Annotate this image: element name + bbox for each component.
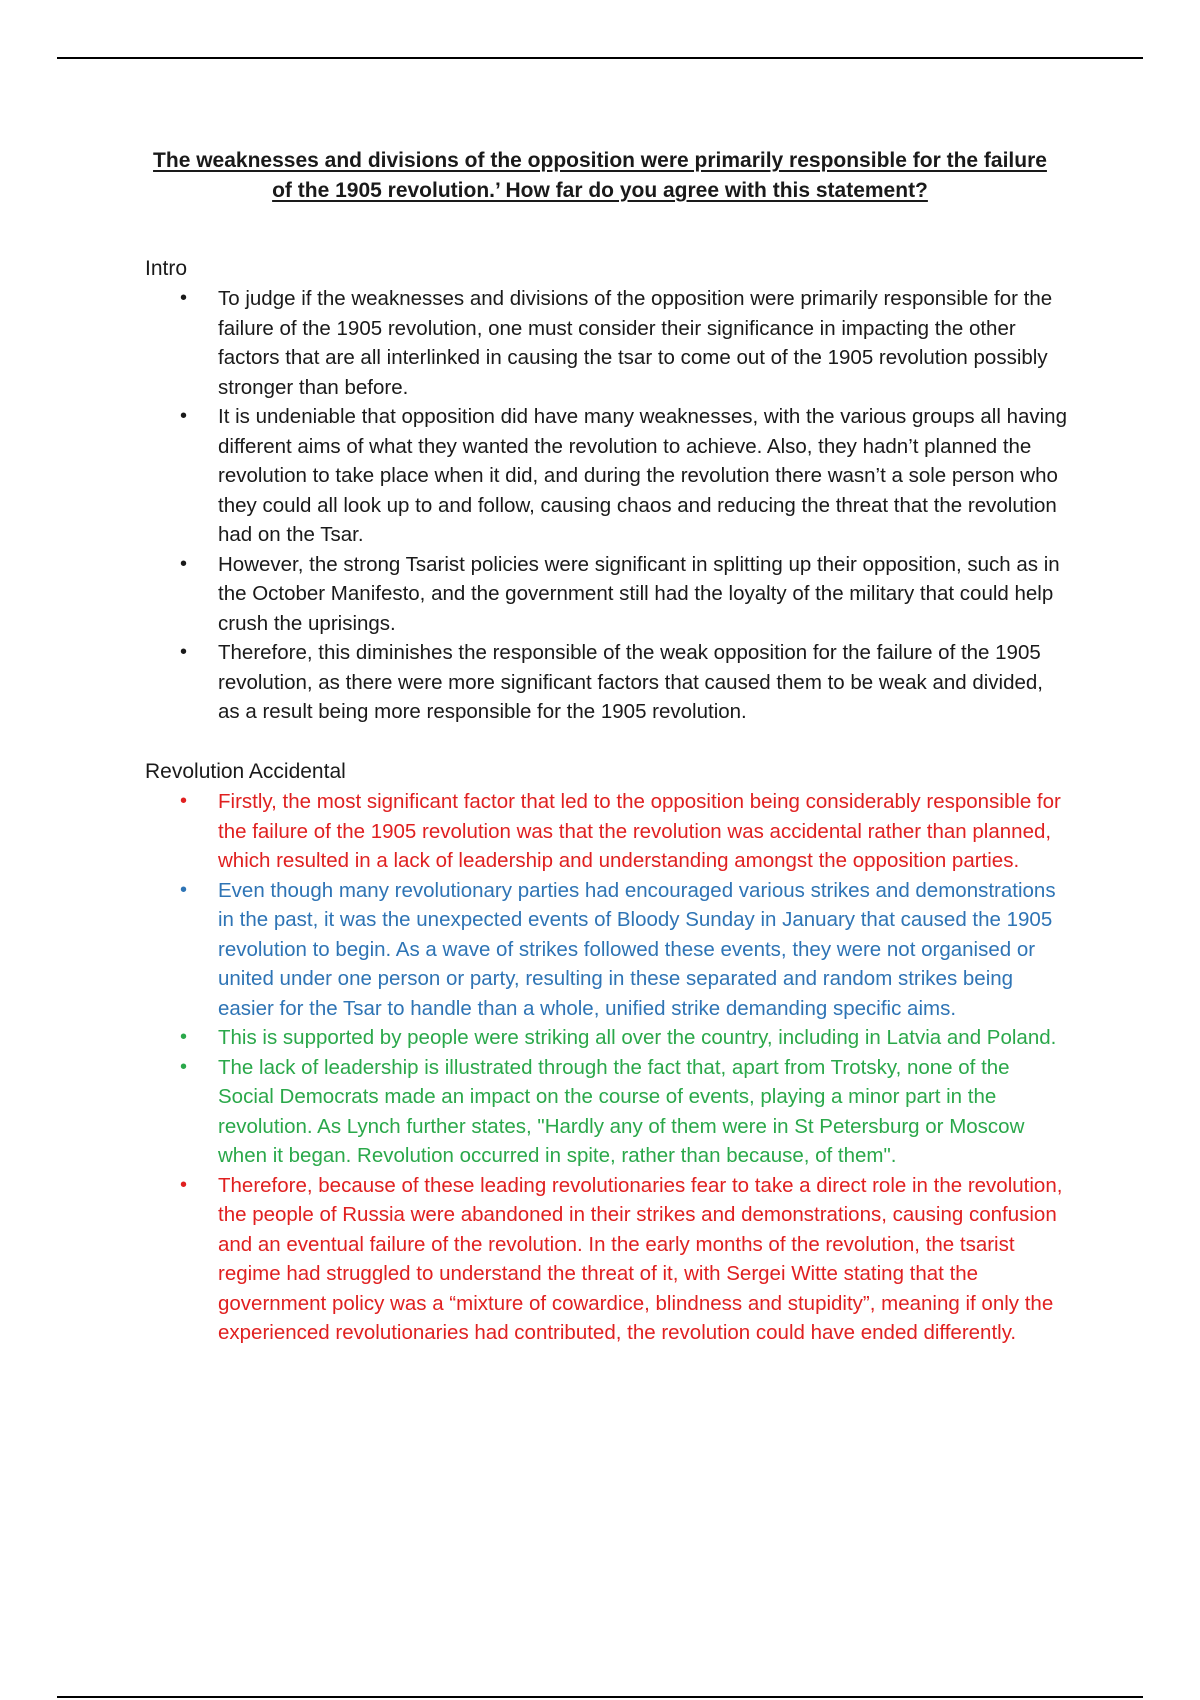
bullet-text: Firstly, the most significant factor that led to the opposition being considerably responsible for the failure of the 1905 revolution was that the revolution was accidental rather than planned, which resulted in a lack of leadership and understanding amongst the opposition parties.: [218, 790, 1061, 872]
bullet-icon: •: [180, 552, 188, 575]
bullet-text: Even though many revolutionary parties had encouraged various strikes and demonstrations in the past, it was the unexpected events of Bloody Sunday in January that caused the 1905 revolution to begin. As a wave of strikes followed these events, they were not organised or united under one person or party, resulting in these separated and random strikes being easier for the Tsar to handle than a whole, unified strike demanding specific aims.: [218, 878, 1056, 1020]
list-item: [145, 638, 1070, 727]
bullet-text: It is undeniable that opposition did have many weaknesses, with the various groups all having different aims of what they wanted the revolution to achieve. Also, they hadn’t planned the revolution to take place when it did, and during the revolution there wasn’t a sole person who they could all look up to and follow, causing chaos and reducing the threat that the revolution had on the Tsar.: [218, 405, 1067, 546]
list-item: [145, 1023, 1070, 1053]
bullet-icon: •: [180, 641, 188, 663]
bullet-text: However, the strong Tsarist policies were significant in splitting up their opposition, such as in the October Manifesto, and the government still had the loyalty of the military that could help crush the uprisings.: [218, 552, 1060, 635]
top-rule: [57, 57, 1143, 59]
document-title: The weaknesses and divisions of the opposition were primarily responsible for the failure of the 1905 revolution.’ How far do you agree with this statement?: [153, 149, 1047, 202]
section-heading-intro: Intro: [145, 257, 188, 280]
intro-bullet-list: [145, 284, 1070, 727]
bullet-icon: •: [180, 1173, 188, 1196]
bullet-icon: •: [180, 790, 188, 812]
bullet-text: This is supported by people were striking all over the country, including in Latvia and Poland.: [218, 1026, 1057, 1049]
bullet-text: To judge if the weaknesses and divisions of the opposition were primarily responsible for the failure of the 1905 revolution, one must consider their significance in impacting the other factors that are all interlinked in causing the tsar to come out of the 1905 revolution possibly stronger than before.: [218, 287, 1053, 399]
bullet-text: The lack of leadership is illustrated through the fact that, apart from Trotsky, none of the Social Democrats made an impact on the course of events, playing a minor part in the revolution. As Lynch further states, "Hardly any of them were in St Petersburg or Moscow when it began. Revolution occurred in spite, rather than because, of them".: [218, 1055, 1025, 1167]
bullet-text: Therefore, because of these leading revolutionaries fear to take a direct role in the revolution, the people of Russia were abandoned in their strikes and demonstrations, causing confusion and an eventual failure of the revolution. In the early months of the revolution, the tsarist regime had struggled to understand the threat of it, with Sergei Witte stating that the government policy was a “mixture of cowardice, blindness and stupidity”, meaning if only the experienced revolutionaries had contributed, the revolution could have ended differently.: [218, 1173, 1063, 1344]
list-item: [145, 787, 1070, 876]
bottom-rule: [57, 1696, 1143, 1698]
revolution-accidental-bullet-list: [145, 787, 1070, 1348]
bullet-text: Therefore, this diminishes the responsible of the weak opposition for the failure of the 1905 revolution, as there were more significant factors that caused them to be weak and divided, as a result being more responsible for the 1905 revolution.: [218, 641, 1044, 723]
bullet-icon: •: [180, 405, 188, 427]
bullet-icon: •: [180, 878, 188, 901]
list-item: [145, 876, 1070, 1024]
list-item: [145, 402, 1070, 550]
list-item: [145, 1053, 1070, 1171]
bullet-icon: •: [180, 287, 188, 309]
list-item: [145, 1171, 1070, 1348]
bullet-icon: •: [180, 1055, 188, 1078]
section-heading-revolution-accidental: Revolution Accidental: [145, 760, 346, 783]
bullet-icon: •: [180, 1026, 188, 1048]
list-item: [145, 284, 1070, 402]
list-item: [145, 550, 1070, 639]
